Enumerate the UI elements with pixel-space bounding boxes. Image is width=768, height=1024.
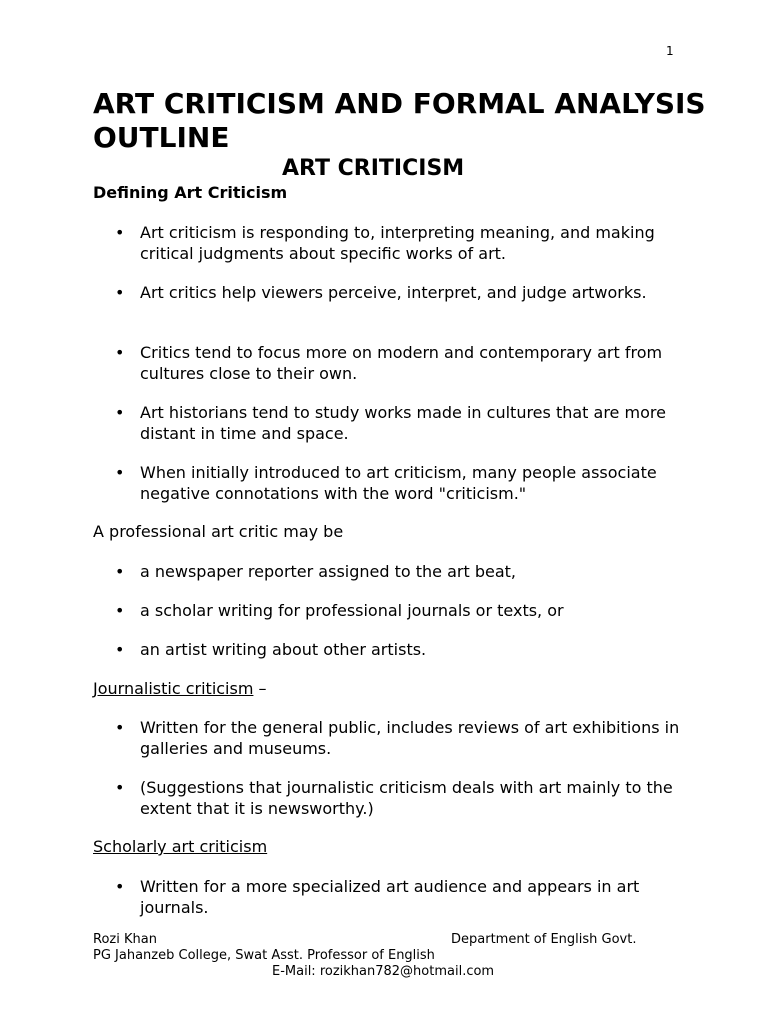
list-item-text: Art critics help viewers perceive, interpret, and judge artworks. <box>140 283 647 302</box>
defining-heading: Defining Art Criticism <box>93 183 288 202</box>
bullet-icon: • <box>115 601 125 620</box>
footer-department: Department of English Govt. <box>451 932 637 947</box>
journalistic-heading: Journalistic criticism <box>93 679 254 698</box>
list-item <box>115 342 680 384</box>
bullet-icon: • <box>115 562 125 581</box>
journalistic-dash: – <box>253 679 267 698</box>
footer-email: E-Mail: rozikhan782@hotmail.com <box>272 964 495 979</box>
bullet-icon: • <box>115 223 125 242</box>
page-number: 1 <box>666 44 674 58</box>
footer-author: Rozi Khan <box>93 932 157 947</box>
list-item <box>115 282 680 303</box>
list-item-text: Written for a more specialized art audience and appears in art journals. <box>140 877 640 917</box>
journalistic-heading-line <box>93 678 267 699</box>
list-item <box>115 402 680 444</box>
list-item-text: Art historians tend to study works made in cultures that are more distant in time and space. <box>140 403 666 443</box>
list-item-text: Critics tend to focus more on modern and contemporary art from cultures close to their own. <box>140 343 663 383</box>
footer-college: PG Jahanzeb College, Swat Asst. Professor of English <box>93 948 435 963</box>
list-item <box>115 876 680 918</box>
list-item <box>115 600 680 621</box>
list-item-text: When initially introduced to art criticism, many people associate negative connotations with the word "criticism." <box>140 463 657 503</box>
list-item <box>115 777 680 819</box>
section-title: ART CRITICISM <box>282 156 465 181</box>
document-title: ART CRITICISM AND FORMAL ANALYSIS OUTLINE <box>93 87 706 154</box>
list-item-text: Written for the general public, includes reviews of art exhibitions in galleries and museums. <box>140 718 680 758</box>
bullet-icon: • <box>115 283 125 302</box>
bullet-icon: • <box>115 778 125 797</box>
bullet-icon: • <box>115 718 125 737</box>
bullet-icon: • <box>115 640 125 659</box>
bullet-icon: • <box>115 463 125 482</box>
list-item-text: an artist writing about other artists. <box>140 640 427 659</box>
professional-intro: A professional art critic may be <box>93 522 344 541</box>
bullet-icon: • <box>115 877 125 896</box>
bullet-icon: • <box>115 343 125 362</box>
list-item <box>115 462 680 504</box>
list-item <box>115 717 680 759</box>
list-item <box>115 561 680 582</box>
list-item-text: a newspaper reporter assigned to the art beat, <box>140 562 516 581</box>
list-item <box>115 222 680 264</box>
list-item-text: Art criticism is responding to, interpreting meaning, and making critical judgments about specific works of art. <box>140 223 655 263</box>
scholarly-heading: Scholarly art criticism <box>93 837 268 856</box>
list-item-text: a scholar writing for professional journals or texts, or <box>140 601 564 620</box>
list-item-text: (Suggestions that journalistic criticism deals with art mainly to the extent that it is newsworthy.) <box>140 778 673 818</box>
list-item <box>115 639 680 660</box>
bullet-icon: • <box>115 403 125 422</box>
